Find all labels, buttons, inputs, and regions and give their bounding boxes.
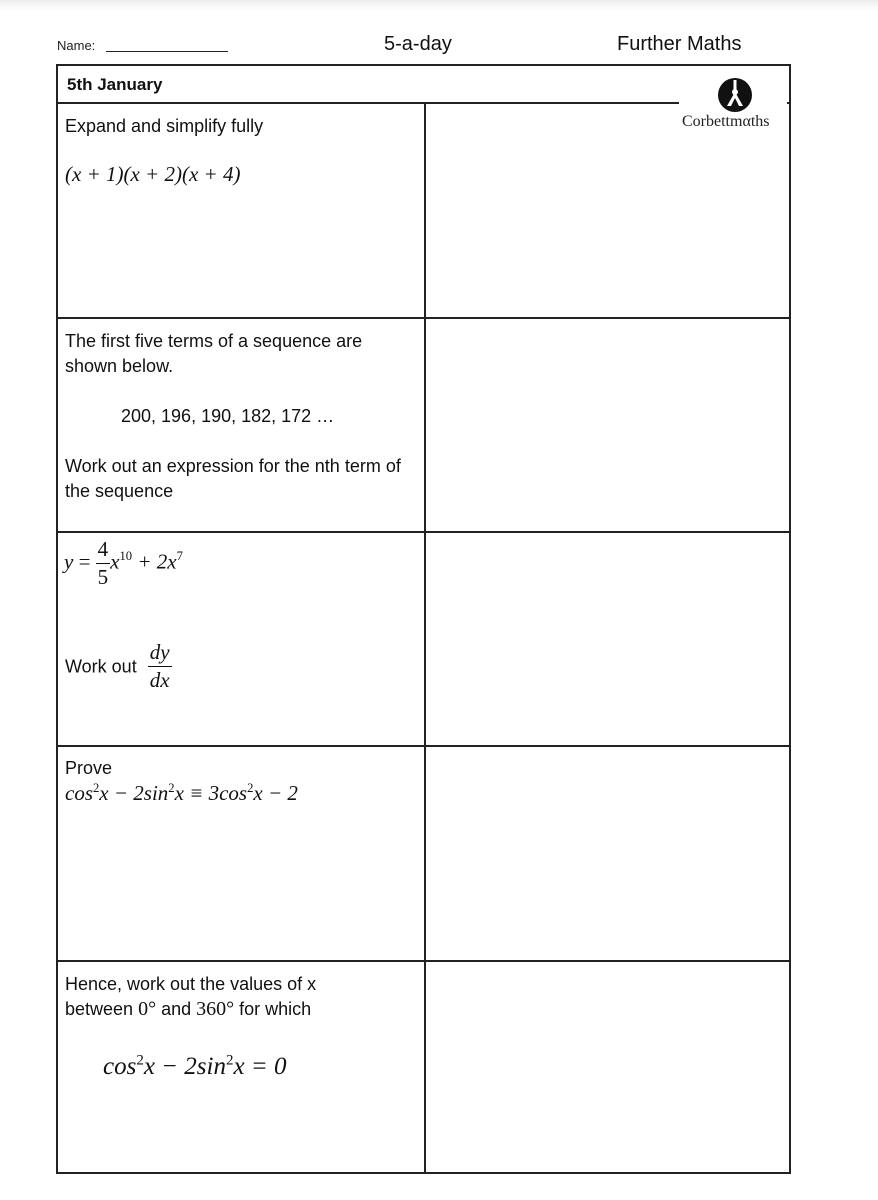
- question-5-square-1: 2: [136, 1052, 144, 1069]
- question-3-derivative-dy: dy: [148, 642, 172, 667]
- question-3-function: [64, 539, 183, 588]
- question-2-task: Work out an expression for the nth term of the sequence: [65, 456, 401, 501]
- question-5-line2: [65, 997, 311, 1022]
- question-2-intro: The first five terms of a sequence are shown below.: [65, 331, 363, 376]
- logo-text: Corbettmαths: [682, 113, 770, 130]
- question-5-upper-bound: 360°: [196, 998, 235, 1020]
- question-4-square-1: 2: [93, 780, 100, 795]
- question-3-exponent-7: 7: [176, 549, 183, 564]
- question-4-identity: [65, 781, 298, 806]
- question-3-fraction-denominator: 5: [97, 565, 109, 589]
- question-3-task: Work out: [65, 656, 137, 677]
- question-5-square-2: 2: [225, 1052, 234, 1069]
- question-4-square-3: 2: [247, 780, 254, 795]
- question-4-minus-2sin: x − 2sin: [99, 781, 169, 805]
- name-write-line[interactable]: [106, 51, 228, 52]
- subject-title: Further Maths: [617, 33, 742, 55]
- question-4-square-2: 2: [168, 780, 175, 795]
- question-1-instruction: Expand and simplify fully: [65, 116, 264, 136]
- question-4-equiv-3cos: x ≡ 3cos: [174, 781, 248, 805]
- question-4-minus-2: x − 2: [253, 781, 298, 805]
- worksheet-title: 5-a-day: [384, 33, 452, 55]
- question-5-line1: Hence, work out the values of x: [65, 974, 317, 994]
- question-3-y: y: [64, 549, 74, 574]
- question-3-exponent-10: 10: [119, 549, 133, 564]
- question-4-cos: cos: [65, 781, 93, 805]
- question-2-sequence: 200, 196, 190, 182, 172 …: [121, 406, 335, 426]
- answer-cell-4[interactable]: [426, 747, 790, 959]
- question-3-derivative-dx: dx: [149, 668, 170, 692]
- question-3-derivative: [148, 642, 172, 691]
- answer-cell-5[interactable]: [426, 962, 790, 1172]
- question-3-fraction-numerator: 4: [96, 539, 111, 564]
- top-shading: [0, 0, 878, 10]
- answer-cell-2[interactable]: [426, 319, 790, 530]
- question-4-instruction: Prove: [65, 758, 113, 778]
- question-5-for-which: for which: [234, 999, 312, 1019]
- answer-cell-1[interactable]: [426, 104, 790, 316]
- question-1-expression: (x + 1)(x + 2)(x + 4): [65, 162, 241, 186]
- question-5-lower-bound: 0°: [138, 998, 157, 1020]
- question-5-between: between: [65, 999, 139, 1019]
- question-5-and: and: [156, 999, 197, 1019]
- name-label: Name:: [57, 38, 96, 53]
- question-3-task-line: [65, 642, 172, 691]
- question-5-minus-2sin: x − 2sin: [143, 1053, 226, 1080]
- question-5-cos: cos: [103, 1053, 137, 1080]
- question-3-equals: =: [78, 549, 91, 574]
- question-5-equals-zero: x = 0: [233, 1053, 287, 1080]
- question-5-equation: [103, 1052, 286, 1082]
- question-3-term-2x: + 2x: [137, 549, 177, 574]
- answer-cell-3[interactable]: [426, 533, 790, 744]
- question-3-term-x: x: [110, 549, 120, 574]
- question-3-fraction: [96, 539, 111, 588]
- date-label: 5th January: [67, 75, 163, 94]
